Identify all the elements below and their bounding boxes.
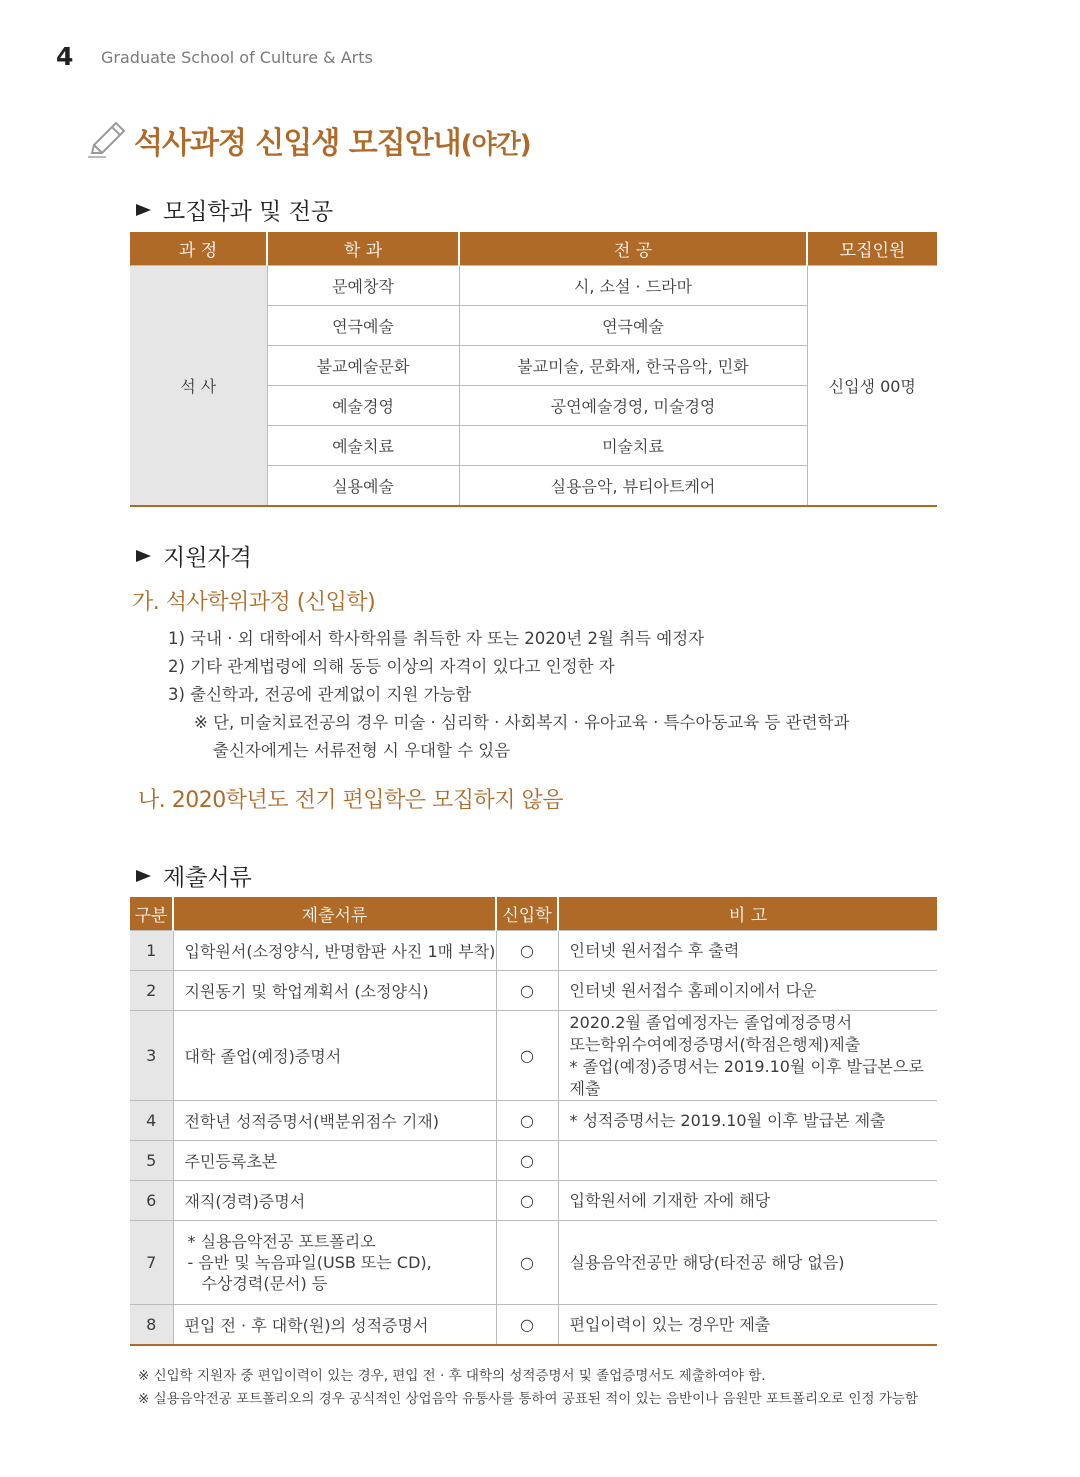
triangle-bullet-icon: [136, 870, 151, 882]
documents-table: [130, 897, 937, 1346]
table-row: 불교예술문화 불교미술, 문화재, 한국음악, 민화: [130, 346, 937, 386]
table-row: 6 재직(경력)증명서 ○ 입학원서에 기재한 자에 해당: [130, 1181, 937, 1221]
table-row: 1 입학원서(소정양식, 반명함판 사진 1매 부착) ○ 인터넷 원서접수 후 출력: [130, 931, 937, 971]
footnote: ※ 신입학 지원자 중 편입이력이 있는 경우, 편입 전 · 후 대학의 성적증명서 및 졸업증명서도 제출하여야 함.: [138, 1368, 766, 1384]
qualification-b-title: 나. 2020학년도 전기 편입학은 모집하지 않음: [138, 788, 563, 813]
table-row: 4 전학년 성적증명서(백분위점수 기재) ○ * 성적증명서는 2019.10월 이후 발급본 제출: [130, 1101, 937, 1141]
recruit-table: [130, 232, 937, 507]
page-title: [86, 118, 531, 162]
table-row: 실용예술 실용음악, 뷰티아트케어: [130, 466, 937, 507]
qualification-item: 3) 출신학과, 전공에 관계없이 지원 가능함: [168, 685, 472, 704]
table-row: 7 * 실용음악전공 포트폴리오 - 음반 및 녹음파일(USB 또는 CD), 수상경력(문서) 등 ○ 실용음악전공만 해당(타전공 해당 없음): [130, 1221, 937, 1305]
table-row: 예술치료 미술치료: [130, 426, 937, 466]
qualification-item: 2) 기타 관계법령에 의해 동등 이상의 자격이 있다고 인정한 자: [168, 657, 615, 676]
page-number: 4: [56, 42, 74, 71]
section-documents: 제출서류: [136, 859, 252, 892]
triangle-bullet-icon: [136, 204, 151, 216]
course-cell: 석 사: [130, 266, 267, 507]
qualification-note-cont: 출신자에게는 서류전형 시 우대할 수 있음: [213, 741, 511, 760]
footnote: ※ 실용음악전공 포트폴리오의 경우 공식적인 상업음악 유통사를 통하여 공표된 적이 있는 음반이나 음원만 포트폴리오로 인정 가능함: [138, 1391, 918, 1407]
title-text: 석사과정 신입생 모집안내(야간): [134, 126, 531, 161]
table-row: 3 대학 졸업(예정)증명서 ○ 2020.2월 졸업예정자는 졸업예정증명서 또는학위수여예정증명서(학점은행제)제출 * 졸업(예정)증명서는 2019.10월 이후 발급본으로 제출: [130, 1011, 937, 1101]
table-row: 석 사 문예창작 시, 소설 · 드라마 신입생 00명: [130, 266, 937, 306]
table-row: 예술경영 공연예술경영, 미술경영: [130, 386, 937, 426]
qualification-item: 1) 국내 · 외 대학에서 학사학위를 취득한 자 또는 2020년 2월 취득 예정자: [168, 629, 705, 648]
recruit-table-header: 과 정 학 과 전 공 모집인원: [130, 232, 937, 266]
qualification-a-title: 가. 석사학위과정 (신입학): [132, 590, 376, 615]
documents-table-header: 구분 제출서류 신입학 비 고: [130, 897, 937, 931]
pencil-icon: [86, 119, 128, 161]
triangle-bullet-icon: [136, 550, 151, 562]
section-qualification: 지원자격: [136, 539, 252, 572]
section-recruit: 모집학과 및 전공: [136, 193, 333, 226]
table-row: 2 지원동기 및 학업계획서 (소정양식) ○ 인터넷 원서접수 홈페이지에서 다운: [130, 971, 937, 1011]
table-row: 연극예술 연극예술: [130, 306, 937, 346]
qualification-note: ※ 단, 미술치료전공의 경우 미술 · 심리학 · 사회복지 · 유아교육 · 특수아동교육 등 관련학과: [194, 713, 850, 732]
school-name: Graduate School of Culture & Arts: [101, 48, 373, 67]
table-row: 8 편입 전 · 후 대학(원)의 성적증명서 ○ 편입이력이 있는 경우만 제출: [130, 1305, 937, 1346]
table-row: 5 주민등록초본 ○: [130, 1141, 937, 1181]
quota-cell: 신입생 00명: [807, 266, 937, 507]
